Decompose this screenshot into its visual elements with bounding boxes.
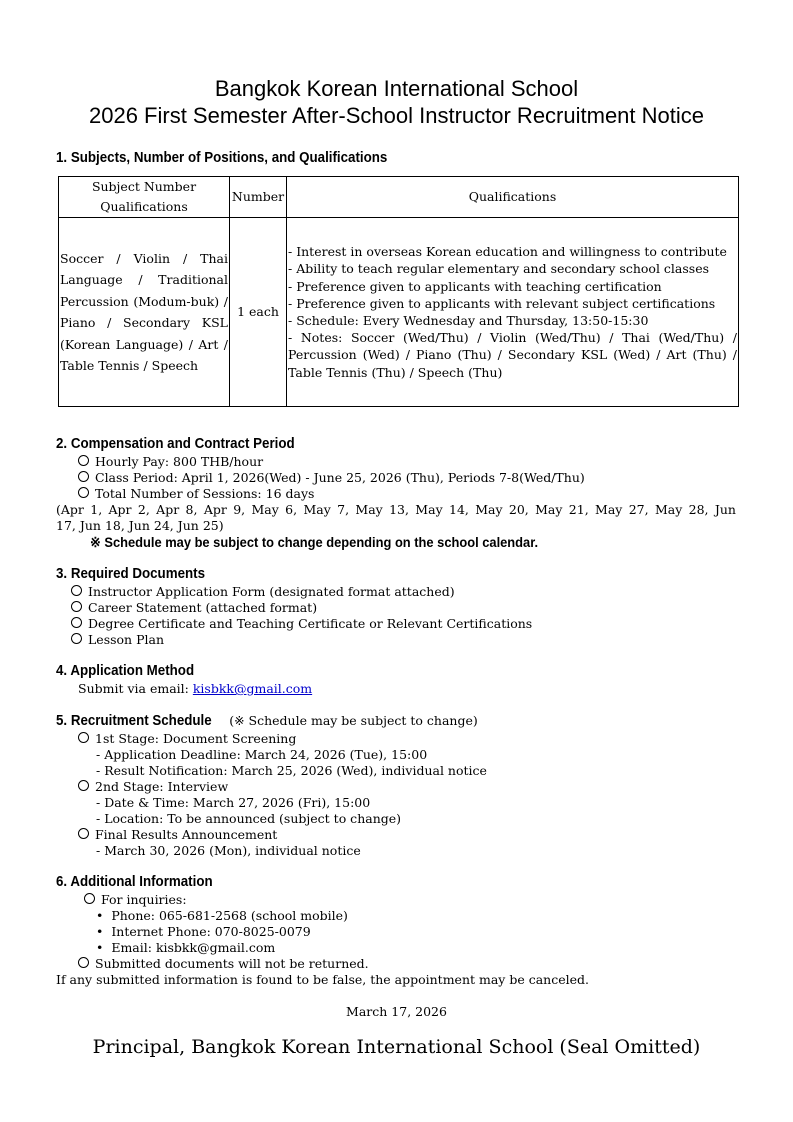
circle-bullet-icon (71, 585, 82, 596)
principal-signature: Principal, Bangkok Korean International School (Seal Omitted) (92, 1036, 701, 1058)
qualification-item: - Interest in overseas Korean education and willingness to contribute (288, 244, 727, 260)
document-item: Lesson Plan (71, 632, 164, 648)
circle-bullet-icon (71, 633, 82, 644)
qualification-item: - Notes: Soccer (Wed/Thu) / Violin (Wed/Thu) / Thai (Wed/Thu) / Percussion (Wed) / Piano (Thu) / Secondary KSL (Wed) / Art (Thu) / Table Tennis (Thu) / Speech (Thu) (288, 330, 737, 380)
schedule-stage1: 1st Stage: Document Screening (78, 731, 296, 747)
contact-internet-phone: • Internet Phone: 070-8025-0079 (96, 924, 311, 939)
session-dates-line2: 17, Jun 18, Jun 24, Jun 25) (56, 518, 224, 533)
stage1-result: - Result Notification: March 25, 2026 (Wed), individual notice (96, 763, 487, 778)
contact-email: • Email: kisbkk@gmail.com (96, 940, 276, 955)
section4-heading: 4. Application Method (56, 663, 195, 679)
section1-heading: 1. Subjects, Number of Positions, and Qualifications (56, 150, 388, 166)
table-cell-qualifications (287, 218, 739, 407)
contact-phone: • Phone: 065-681-2568 (school mobile) (96, 908, 348, 923)
section3-heading: 3. Required Documents (56, 566, 205, 582)
schedule-final: Final Results Announcement (78, 827, 277, 843)
document-item: Degree Certificate and Teaching Certificate or Relevant Certifications (71, 616, 532, 632)
false-info-line: If any submitted information is found to be false, the appointment may be canceled. (56, 972, 589, 987)
stage1-deadline: - Application Deadline: March 24, 2026 (Tue), 15:00 (96, 747, 428, 762)
circle-bullet-icon (78, 732, 89, 743)
document-item: Instructor Application Form (designated format attached) (71, 584, 455, 600)
table-header-qualifications: Qualifications (287, 177, 739, 218)
stage2-datetime: - Date & Time: March 27, 2026 (Fri), 15:00 (96, 795, 371, 810)
application-method: Submit via email: kisbkk@gmail.com (78, 681, 313, 696)
session-dates-line1: (Apr 1, Apr 2, Apr 8, Apr 9, May 6, May 7, May 13, May 14, May 20, May 21, May 27, May 28, Jun (56, 502, 736, 517)
schedule-stage2: 2nd Stage: Interview (78, 779, 228, 795)
circle-bullet-icon (78, 780, 89, 791)
qualification-item: - Preference given to applicants with relevant subject certifications (288, 295, 716, 311)
compensation-item: Class Period: April 1, 2026(Wed) - June 25, 2026 (Thu), Periods 7-8(Wed/Thu) (78, 470, 585, 486)
final-announcement: - March 30, 2026 (Mon), individual notice (96, 843, 361, 858)
positions-table (58, 176, 739, 407)
circle-bullet-icon (78, 487, 89, 498)
title-school: Bangkok Korean International School (214, 76, 579, 101)
section5-heading-note: (※ Schedule may be subject to change) (229, 713, 478, 728)
section6-heading: 6. Additional Information (56, 874, 213, 890)
email-link[interactable]: kisbkk@gmail.com (192, 681, 313, 696)
section5-heading: 5. Recruitment Schedule (56, 713, 212, 729)
compensation-item: Hourly Pay: 800 THB/hour (78, 454, 263, 470)
section2-heading: 2. Compensation and Contract Period (56, 436, 295, 452)
notice-date: March 17, 2026 (346, 1004, 447, 1019)
section5-heading-line (56, 713, 478, 730)
circle-bullet-icon (71, 617, 82, 628)
circle-bullet-icon (78, 828, 89, 839)
qualification-item: - Ability to teach regular elementary and secondary school classes (288, 261, 710, 277)
circle-bullet-icon (78, 957, 89, 968)
table-cell-number: 1 each (230, 218, 287, 407)
compensation-item: Total Number of Sessions: 16 days (78, 486, 314, 502)
qualification-item: - Schedule: Every Wednesday and Thursday, 13:50-15:30 (288, 313, 649, 328)
circle-bullet-icon (71, 601, 82, 612)
circle-bullet-icon (84, 893, 95, 904)
schedule-change-note: ※ Schedule may be subject to change depending on the school calendar. (90, 534, 539, 550)
stage2-location: - Location: To be announced (subject to change) (96, 811, 402, 826)
circle-bullet-icon (78, 455, 89, 466)
circle-bullet-icon (78, 471, 89, 482)
table-header-number: Number (230, 177, 287, 218)
dot-bullet-icon: • (96, 940, 104, 955)
not-returned-line: Submitted documents will not be returned. (78, 956, 369, 972)
title-notice: 2026 First Semester After-School Instructor Recruitment Notice (88, 103, 704, 128)
dot-bullet-icon: • (96, 908, 104, 923)
table-header-subject: Subject Number Qualifications (59, 177, 230, 218)
qualification-item: - Preference given to applicants with teaching certification (288, 278, 662, 294)
table-cell-subjects: Soccer / Violin / Thai Language / Traditional Percussion (Modum-buk) / Piano / Secondary KSL (Korean Language) / Art / Table Tennis / Speech (59, 218, 230, 407)
document-item: Career Statement (attached format) (71, 600, 317, 616)
inquiries-line: For inquiries: (84, 892, 187, 908)
dot-bullet-icon: • (96, 924, 104, 939)
